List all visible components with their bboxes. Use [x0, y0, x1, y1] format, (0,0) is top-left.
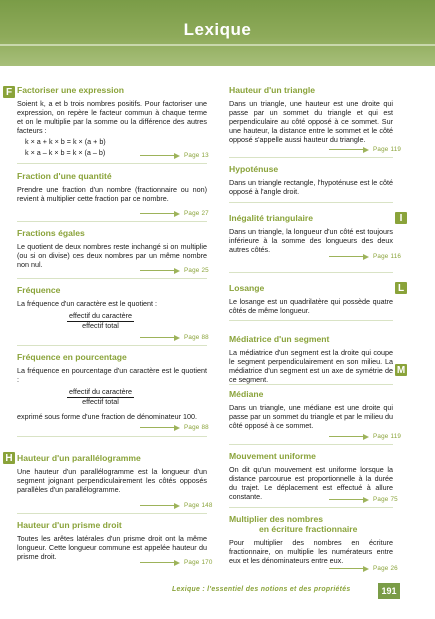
divider	[229, 507, 393, 508]
entry-body: Dans un triangle, une hauteur est une droite qui passe par un sommet du triangle et qui est perpendiculaire au côté opposé à ce sommet. Sur une hauteur, la distance entre le sommet et le côté opposé s'appelle aussi hauteur du triangle.	[229, 98, 393, 144]
entry-title: Médiane	[229, 389, 264, 399]
entry-hypotenuse	[229, 165, 393, 196]
section-letter-l: L	[395, 282, 407, 294]
page-ref[interactable]: Page 88	[140, 333, 431, 342]
arrow-right-icon	[363, 254, 369, 260]
page-ref[interactable]: Page 75	[329, 495, 431, 504]
entry-title: Médiatrice d'un segment	[229, 334, 330, 344]
entry-fraction-quantite	[17, 172, 207, 203]
entry-title: Factoriser une expression	[17, 85, 124, 95]
section-letter-h: H	[3, 452, 15, 464]
entry-body: La fréquence en pourcentage d'un caractère est le quotient :	[17, 365, 207, 384]
page-ref[interactable]: Page 119	[329, 432, 431, 441]
entry-hauteur-prisme	[17, 521, 207, 561]
fraction	[67, 388, 134, 406]
page-ref[interactable]: Page 119	[329, 145, 431, 154]
entry-body: Dans un triangle rectangle, l'hypoténuse est le côté opposé à l'angle droit.	[229, 177, 393, 196]
entry-multiplier-fractions	[229, 515, 393, 565]
divider	[229, 202, 393, 203]
entry-body: La médiatrice d'un segment est la droite qui coupe le segment perpendiculairement en son milieu. La médiatrice d'un segment est un axe de symétrie de ce segment.	[229, 347, 393, 384]
arrow-right-icon	[174, 268, 180, 274]
entry-factoriser	[17, 86, 207, 158]
entry-body: Soient k, a et b trois nombres positifs. Pour factoriser une expression, on repère le facteur commun à chaque terme et on le multiplie par la somme ou la différence des autres facteurs :	[17, 98, 207, 135]
entry-body: Dans un triangle, la longueur d'un côté est toujours inférieure à la somme des longueurs des deux autres côtés.	[229, 226, 393, 254]
divider	[17, 278, 207, 279]
page-number: 191	[378, 583, 400, 599]
entry-mediane	[229, 390, 393, 430]
footer-caption: Lexique : l'essentiel des notions et des propriétés	[172, 586, 351, 593]
entry-hauteur-parallelogramme	[17, 454, 207, 494]
entry-title: Mouvement uniforme	[229, 451, 316, 461]
formula-line: k × a + k × b = k × (a + b)	[25, 136, 106, 146]
entry-title: Fréquence en pourcentage	[17, 352, 127, 362]
entry-body: Toutes les arêtes latérales d'un prisme droit ont la même longueur. Cette longueur commune est appelée hauteur du prisme droit.	[17, 533, 207, 561]
divider	[229, 320, 393, 321]
page-ref[interactable]: Page 27	[140, 209, 431, 218]
entry-body: Dans un triangle, une médiane est une droite qui passe par un sommet du triangle et par le milieu du côté opposé à ce sommet.	[229, 402, 393, 430]
divider	[229, 272, 393, 273]
divider	[17, 513, 207, 514]
fraction-denominator: effectif total	[82, 396, 119, 406]
entry-title: Hauteur d'un parallélogramme	[17, 453, 141, 463]
arrow-right-icon	[363, 497, 369, 503]
entry-hauteur-triangle	[229, 86, 393, 144]
page-ref[interactable]: Page 13	[140, 151, 431, 160]
header-stripe	[0, 44, 435, 46]
arrow-right-icon	[174, 560, 180, 566]
entry-fractions-egales	[17, 229, 207, 269]
entry-title: Losange	[229, 283, 265, 293]
entry-title: Fractions égales	[17, 228, 85, 238]
entry-inegalite-triangulaire	[229, 214, 393, 254]
page-ref[interactable]: Page 170	[140, 558, 431, 567]
section-letter-f: F	[3, 86, 15, 98]
fraction-numerator: effectif du caractère	[69, 310, 132, 320]
entry-body: Pour multiplier des nombres en écriture fractionnaire, on multiplie les numérateurs entre eux et les dénominateurs entre eux.	[229, 537, 393, 565]
arrow-right-icon	[174, 425, 180, 431]
entry-body: On dit qu'un mouvement est uniforme lorsque la distance parcourue est proportionnelle à la durée du trajet. Le déplacement est effectué à allure constante.	[229, 464, 393, 501]
section-letter-m: M	[396, 364, 406, 376]
arrow-right-icon	[363, 566, 369, 572]
fraction	[67, 312, 134, 330]
entry-frequence-pourcentage	[17, 353, 207, 421]
entry-title: Inégalité triangulaire	[229, 213, 314, 223]
entry-body: La fréquence d'un caractère est le quotient :	[17, 298, 158, 308]
entry-title: Fréquence	[17, 285, 61, 295]
divider	[17, 221, 207, 222]
fraction-denominator: effectif total	[82, 320, 119, 330]
page-ref[interactable]: Page 148	[140, 501, 431, 510]
entry-frequence	[17, 286, 207, 333]
page-ref[interactable]: Page 26	[329, 564, 431, 573]
entry-body: Prendre une fraction d'un nombre (fractionnaire ou non) revient à multiplier cette fraction par ce nombre.	[17, 184, 207, 203]
entry-body: exprimé sous forme d'une fraction de dénominateur 100.	[17, 411, 197, 421]
divider	[17, 163, 207, 164]
entry-title: Multiplier des nombres	[229, 514, 324, 524]
page-ref[interactable]: Page 88	[140, 423, 431, 432]
entry-title: Hauteur d'un triangle	[229, 85, 316, 95]
divider	[229, 384, 393, 385]
formula-line: k × a – k × b = k × (a – b)	[25, 148, 106, 158]
arrow-right-icon	[174, 335, 180, 341]
fraction-numerator: effectif du caractère	[69, 386, 132, 396]
entry-losange	[229, 284, 393, 315]
entry-body: Le quotient de deux nombres reste inchangé si on multiplie (ou si on divise) ces deux nombres par un même nombre non nul.	[17, 241, 207, 269]
page-ref[interactable]: Page 116	[329, 252, 431, 261]
entry-title-continued: en écriture fractionnaire	[259, 523, 358, 534]
entry-mediatrice	[229, 335, 393, 384]
divider	[17, 436, 207, 437]
header-banner	[0, 0, 435, 66]
section-letter-i: I	[395, 212, 407, 224]
page-title: Lexique	[183, 20, 252, 39]
divider	[229, 157, 393, 158]
entry-body: Une hauteur d'un parallélogramme est la longueur d'un segment joignant perpendiculairement les côtés opposés parallèles d'un parallélogramme.	[17, 466, 207, 494]
divider	[229, 444, 393, 445]
entry-title: Fraction d'une quantité	[17, 171, 112, 181]
arrow-right-icon	[174, 211, 180, 217]
arrow-right-icon	[363, 434, 369, 440]
entry-mouvement-uniforme	[229, 452, 393, 501]
entry-title: Hauteur d'un prisme droit	[17, 520, 122, 530]
entry-body: Le losange est un quadrilatère qui possède quatre côtés de même longueur.	[229, 296, 393, 315]
arrow-right-icon	[363, 147, 369, 153]
entry-title: Hypoténuse	[229, 164, 279, 174]
page-ref[interactable]: Page 25	[140, 266, 431, 275]
arrow-right-icon	[174, 503, 180, 509]
arrow-right-icon	[174, 153, 180, 159]
divider	[17, 345, 207, 346]
